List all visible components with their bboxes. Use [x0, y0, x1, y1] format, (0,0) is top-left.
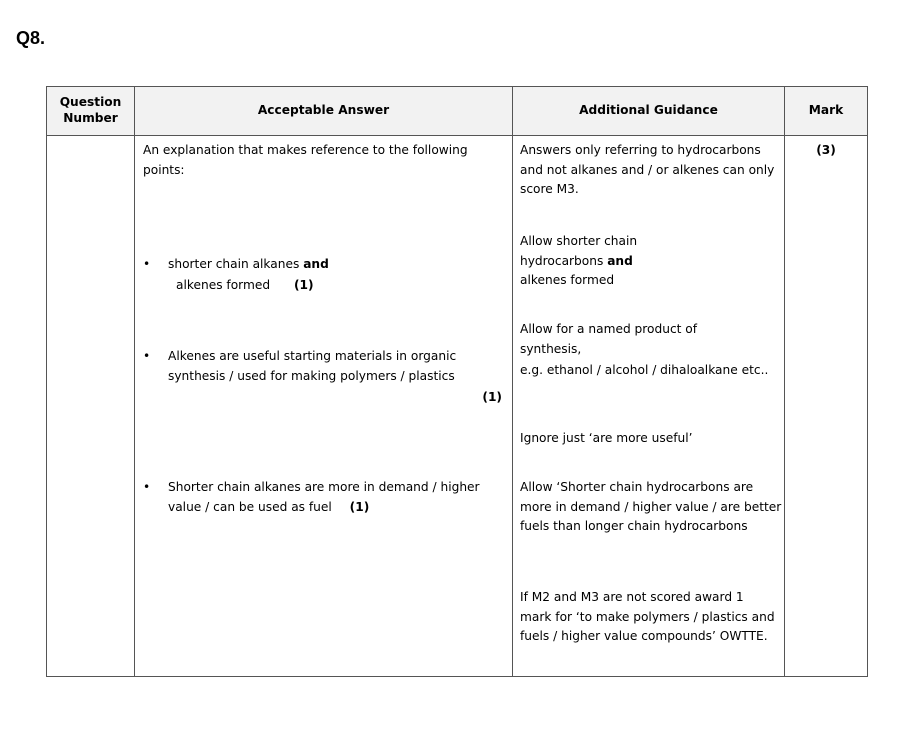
bullet-point-2: •: [143, 349, 151, 363]
point-1-and: and: [303, 257, 329, 271]
mark-cell: [785, 136, 868, 677]
header-question-number: Question Number: [47, 87, 135, 136]
guidance-4: Ignore just ‘are more useful’: [520, 431, 693, 445]
guidance-2: [520, 232, 660, 291]
answer-row: [47, 136, 868, 677]
answer-point-1-line2: [176, 276, 314, 296]
header-mark: Mark: [785, 87, 868, 136]
acceptable-answer-cell: [135, 136, 513, 677]
guidance-6: If M2 and M3 are not scored award 1 mark for ‘to make polymers / plastics and fuels / higher value compounds’ OWTTE.: [520, 590, 775, 644]
answer-point-2: Alkenes are useful starting materials in organic synthesis / used for making polymers / plastics: [168, 349, 457, 383]
point-3-mark: (1): [349, 499, 370, 514]
point-1-text-b: alkenes formed: [176, 278, 271, 292]
point-1-text-a: shorter chain alkanes: [168, 257, 300, 271]
header-row: [47, 87, 868, 136]
bullet-point-1: •: [143, 257, 151, 271]
header-acceptable-answer: Acceptable Answer: [135, 87, 513, 136]
answer-intro: An explanation that makes reference to the following points:: [143, 143, 468, 177]
guidance-2-text-b: alkenes formed: [520, 273, 615, 288]
guidance-2-text-a: Allow shorter chain hydrocarbons: [520, 234, 638, 268]
answer-point-1: [168, 255, 498, 275]
mark-scheme-table: [46, 86, 868, 677]
point-3-text: Shorter chain alkanes are more in demand / higher value / can be used as fuel: [168, 480, 480, 514]
guidance-3-example: e.g. ethanol / alcohol / dihaloalkane etc..: [520, 363, 769, 377]
guidance-3: Allow for a named product of synthesis,: [520, 322, 698, 356]
additional-guidance-cell: [513, 136, 785, 677]
total-mark: (3): [816, 143, 836, 157]
point-2-mark: (1): [482, 390, 502, 404]
header-additional-guidance: Additional Guidance: [513, 87, 785, 136]
question-number-cell: [47, 136, 135, 677]
guidance-2-and: and: [607, 253, 633, 268]
guidance-5: Allow ‘Shorter chain hydrocarbons are more in demand / higher value / are better fuels than longer chain hydrocarbons: [520, 480, 782, 534]
point-1-mark: (1): [293, 278, 314, 292]
question-label: Q8.: [16, 28, 46, 48]
guidance-1: Answers only referring to hydrocarbons and not alkanes and / or alkenes can only score M3.: [520, 143, 775, 197]
answer-point-3: [168, 478, 510, 517]
bullet-point-3: •: [143, 480, 151, 494]
